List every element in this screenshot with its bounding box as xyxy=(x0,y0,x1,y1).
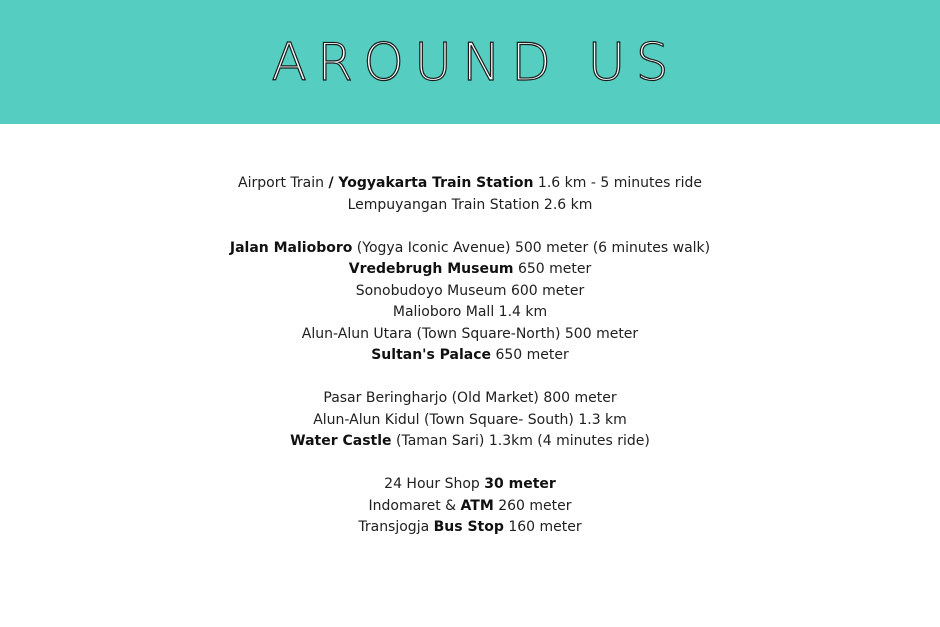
place-line xyxy=(0,345,940,367)
place-text: Alun-Alun Kidul (Town Square- South) 1.3 km xyxy=(313,411,627,428)
place-line xyxy=(0,324,940,346)
place-group xyxy=(0,238,940,367)
place-line xyxy=(0,259,940,281)
place-line xyxy=(0,431,940,453)
place-text: (Taman Sari) 1.3km (4 minutes ride) xyxy=(391,433,650,449)
place-group xyxy=(0,474,940,539)
place-line xyxy=(0,173,940,195)
place-line xyxy=(0,388,940,410)
place-text: 24 Hour Shop xyxy=(384,476,485,492)
place-text: Alun-Alun Utara (Town Square-North) 500 meter xyxy=(301,325,639,342)
place-highlight-text: Sultan's Palace xyxy=(371,347,492,363)
header-banner xyxy=(0,0,940,124)
place-line xyxy=(0,410,940,432)
place-group xyxy=(0,388,940,453)
place-line xyxy=(0,517,940,539)
place-text: 160 meter xyxy=(503,519,582,535)
nearby-places-list xyxy=(0,173,940,560)
place-line xyxy=(0,281,940,303)
place-text: Indomaret & xyxy=(368,497,461,514)
place-text: Pasar Beringharjo (Old Market) 800 meter xyxy=(323,390,617,406)
place-highlight-text: Vredebrugh Museum xyxy=(348,261,514,277)
place-highlight-text: 30 meter xyxy=(484,476,556,492)
place-line xyxy=(0,496,940,518)
place-highlight-text: ATM xyxy=(460,497,494,514)
place-text: 260 meter xyxy=(493,497,572,514)
place-line xyxy=(0,195,940,217)
place-line xyxy=(0,238,940,260)
place-text: 650 meter xyxy=(513,261,592,277)
place-text: Airport Train xyxy=(238,175,329,191)
place-line xyxy=(0,302,940,324)
place-highlight-text: / Yogyakarta Train Station xyxy=(328,175,534,191)
place-highlight-text: Bus Stop xyxy=(433,519,504,535)
place-text: 650 meter xyxy=(491,347,569,363)
place-text: Malioboro Mall 1.4 km xyxy=(392,304,548,320)
place-highlight-text: Water Castle xyxy=(290,433,392,449)
place-highlight-text: Jalan Malioboro xyxy=(229,239,353,256)
place-text: Transjogja xyxy=(358,519,434,535)
page-title: AROUND US xyxy=(271,33,679,93)
place-group xyxy=(0,173,940,216)
place-text: Lempuyangan Train Station 2.6 km xyxy=(347,196,593,213)
place-text: 1.6 km - 5 minutes ride xyxy=(533,175,702,191)
place-text: (Yogya Iconic Avenue) 500 meter (6 minutes walk) xyxy=(352,239,711,256)
place-text: Sonobudoyo Museum 600 meter xyxy=(355,282,585,299)
place-line xyxy=(0,474,940,496)
